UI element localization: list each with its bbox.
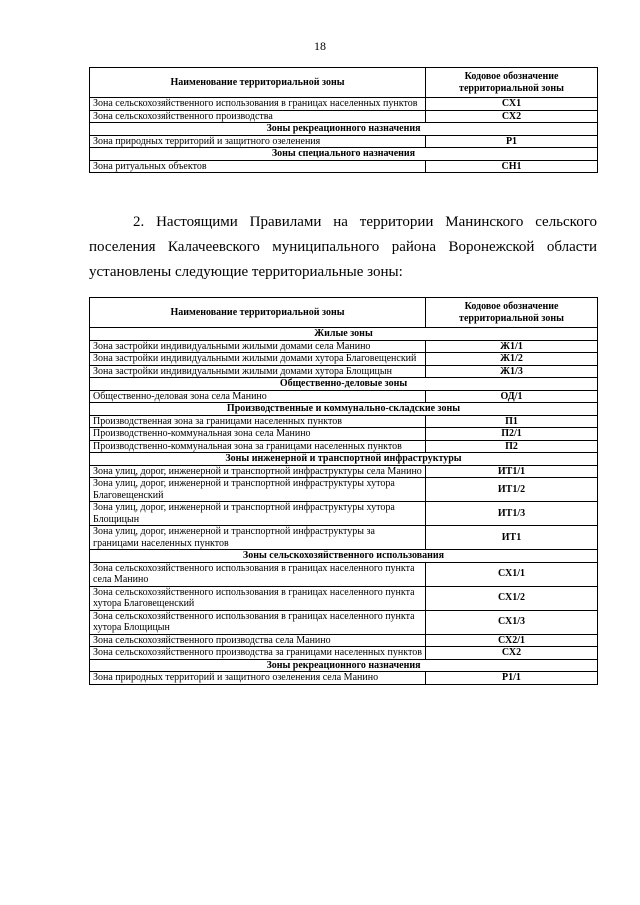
zones-table-2: [89, 297, 598, 685]
table-row: [90, 440, 598, 453]
zone-code: ОД/1: [426, 390, 598, 403]
zone-code: П2/1: [426, 428, 598, 441]
zone-code: Ж1/3: [426, 365, 598, 378]
zone-name: Зона природных территорий и защитного озеленения: [90, 135, 426, 148]
table-row: [90, 672, 598, 685]
zone-code: Ж1/1: [426, 340, 598, 353]
table-row: [90, 634, 598, 647]
zone-code: СН1: [426, 160, 598, 173]
table-row: [90, 98, 598, 111]
table-row: [90, 428, 598, 441]
table-section-row: [90, 550, 598, 563]
table2-header-code: Кодовое обозначение территориальной зоны: [426, 298, 598, 328]
table-row: [90, 586, 598, 610]
zone-code: Р1: [426, 135, 598, 148]
table-section-row: [90, 453, 598, 466]
table1-header-code: Кодовое обозначение территориальной зоны: [426, 68, 598, 98]
section-title: Жилые зоны: [90, 328, 598, 341]
table-section-row: [90, 123, 598, 136]
zone-code: П2: [426, 440, 598, 453]
table-row: [90, 647, 598, 660]
zone-name: Зона сельскохозяйственного использования в границах населенного пункта хутора Блощицын: [90, 610, 426, 634]
table-section-row: [90, 659, 598, 672]
table-row: [90, 390, 598, 403]
section-title: Зоны инженерной и транспортной инфраструктуры: [90, 453, 598, 466]
table-row: [90, 526, 598, 550]
intro-paragraph: [89, 210, 597, 285]
section-title: Зоны специального назначения: [90, 148, 598, 161]
zone-name: Зона застройки индивидуальными жилыми домами хутора Благовещенский: [90, 353, 426, 366]
table-row: [90, 340, 598, 353]
zone-code: СХ1/1: [426, 562, 598, 586]
zone-name: Зона сельскохозяйственного использования в границах населенных пунктов: [90, 98, 426, 111]
zone-name: Производственно-коммунальная зона за границами населенных пунктов: [90, 440, 426, 453]
zone-code: П1: [426, 415, 598, 428]
table-row: [90, 353, 598, 366]
paragraph-line: 2. Настоящими Правилами на территории Манинского сельского: [133, 214, 597, 230]
table-row: [90, 465, 598, 478]
section-title: Зоны рекреационного назначения: [90, 123, 598, 136]
zone-name: Зона застройки индивидуальными жилыми домами хутора Блощицын: [90, 365, 426, 378]
zone-code: Р1/1: [426, 672, 598, 685]
zone-name: Зона сельскохозяйственного использования в границах населенного пункта хутора Благовещенский: [90, 586, 426, 610]
zone-name: Зона улиц, дорог, инженерной и транспортной инфраструктуры за границами населенных пунктов: [90, 526, 426, 550]
section-title: Общественно-деловые зоны: [90, 378, 598, 391]
section-title: Зоны сельскохозяйственного использования: [90, 550, 598, 563]
page-number: 18: [314, 39, 326, 53]
zone-name: Зона ритуальных объектов: [90, 160, 426, 173]
paragraph-line: поселения Калачеевского муниципального района Воронежской области: [89, 239, 597, 255]
zone-name: Зона улиц, дорог, инженерной и транспортной инфраструктуры села Манино: [90, 465, 426, 478]
zone-code: ИТ1/1: [426, 465, 598, 478]
table-row: [90, 502, 598, 526]
table2-body: [90, 328, 598, 685]
zone-code: СХ2: [426, 110, 598, 123]
zone-name: Зона улиц, дорог, инженерной и транспортной инфраструктуры хутора Блощицын: [90, 502, 426, 526]
zone-code: СХ1/3: [426, 610, 598, 634]
section-title: Производственные и коммунально-складские зоны: [90, 403, 598, 416]
zone-name: Производственно-коммунальная зона села Манино: [90, 428, 426, 441]
table-row: [90, 135, 598, 148]
table-row: [90, 110, 598, 123]
table1-body: [90, 98, 598, 173]
table-row: [90, 562, 598, 586]
zone-name: Зона сельскохозяйственного производства: [90, 110, 426, 123]
table-section-row: [90, 378, 598, 391]
zone-code: СХ2: [426, 647, 598, 660]
table-row: [90, 415, 598, 428]
zone-name: Зона сельскохозяйственного производства за границами населенных пунктов: [90, 647, 426, 660]
table1-header-name: Наименование территориальной зоны: [90, 68, 426, 98]
zone-code: ИТ1: [426, 526, 598, 550]
zone-code: СХ2/1: [426, 634, 598, 647]
section-title: Зоны рекреационного назначения: [90, 659, 598, 672]
table-row: [90, 365, 598, 378]
table-section-row: [90, 403, 598, 416]
zone-code: СХ1: [426, 98, 598, 111]
table-section-row: [90, 328, 598, 341]
zone-name: Зона сельскохозяйственного производства села Манино: [90, 634, 426, 647]
table-section-row: [90, 148, 598, 161]
zone-name: Зона улиц, дорог, инженерной и транспортной инфраструктуры хутора Благовещенский: [90, 478, 426, 502]
zone-name: Зона сельскохозяйственного использования в границах населенного пункта села Манино: [90, 562, 426, 586]
table-row: [90, 610, 598, 634]
zone-code: Ж1/2: [426, 353, 598, 366]
zones-table-1: [89, 67, 598, 173]
table-row: [90, 478, 598, 502]
zone-name: Производственная зона за границами населенных пунктов: [90, 415, 426, 428]
paragraph-line: установлены следующие территориальные зоны:: [89, 264, 403, 280]
table-row: [90, 160, 598, 173]
zone-code: ИТ1/3: [426, 502, 598, 526]
zone-name: Общественно-деловая зона села Манино: [90, 390, 426, 403]
table2-header-name: Наименование территориальной зоны: [90, 298, 426, 328]
zone-code: ИТ1/2: [426, 478, 598, 502]
zone-name: Зона природных территорий и защитного озеленения села Манино: [90, 672, 426, 685]
zone-name: Зона застройки индивидуальными жилыми домами села Манино: [90, 340, 426, 353]
zone-code: СХ1/2: [426, 586, 598, 610]
